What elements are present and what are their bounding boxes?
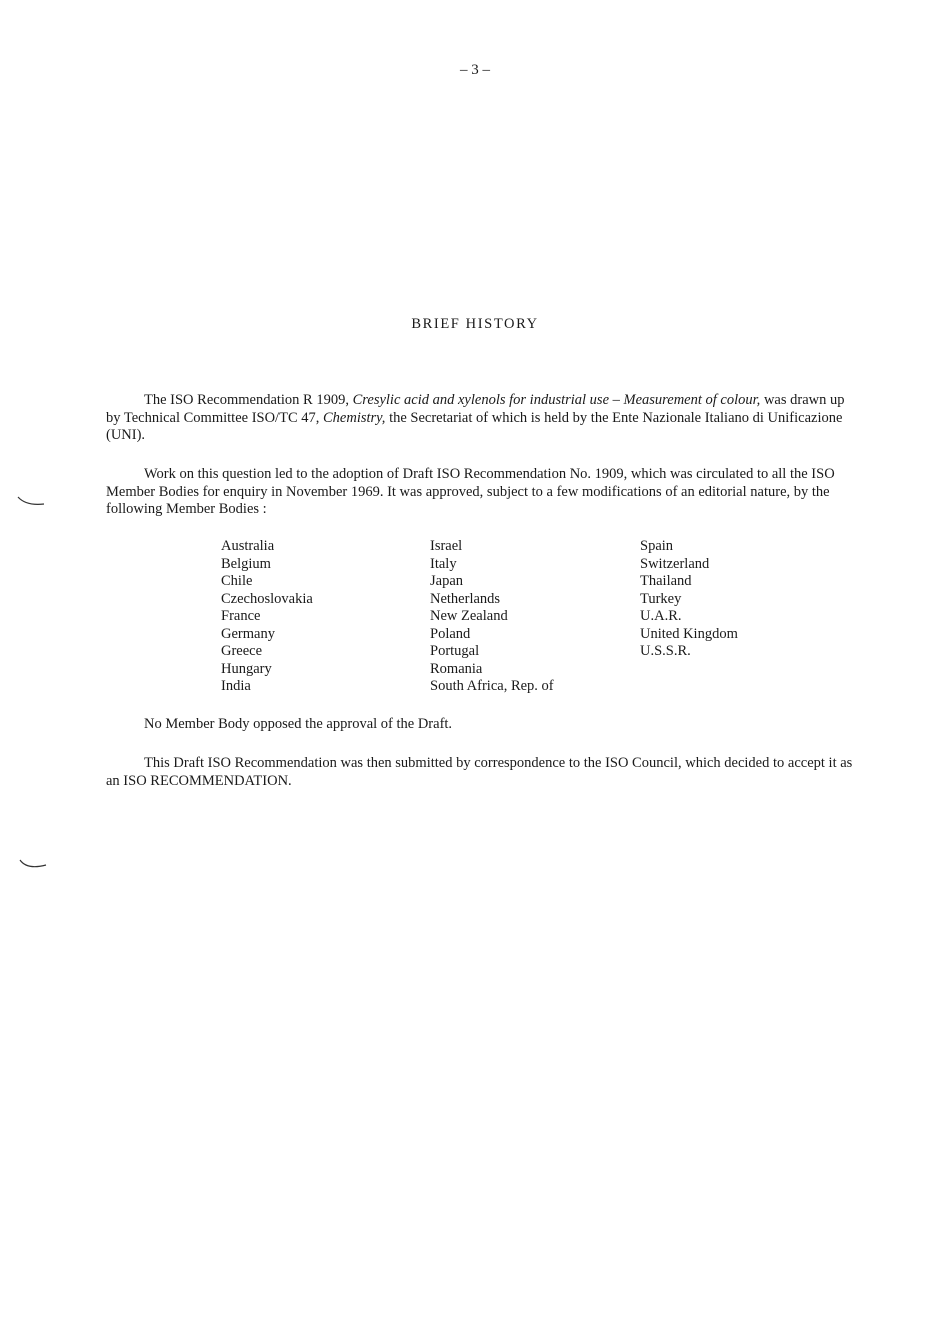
member-body-item: Poland — [430, 625, 471, 642]
member-body-item: Chile — [221, 573, 253, 589]
paragraph-1-text-end: the Secretariat of which is held by the Ente Nazionale Italiano di Unificazione (UNI). — [106, 409, 843, 443]
member-body-item: Belgium — [221, 555, 271, 572]
paragraph-4-text: This Draft ISO Recommendation was then submitted by correspondence to the ISO Council, which decided to accept it as an ISO RECOMMENDATION. — [106, 755, 853, 789]
member-body-item: U.S.S.R. — [640, 643, 691, 659]
member-body-item: Japan — [430, 573, 464, 589]
member-body-item: India — [221, 678, 251, 694]
recommendation-title: Cresylic acid and xylenols for industrial use – Measurement of colour, — [352, 392, 761, 408]
member-body-item: Israel — [430, 538, 463, 554]
member-body-item: Australia — [221, 538, 275, 554]
member-body-item: Greece — [221, 643, 263, 659]
member-bodies-column-2 — [430, 538, 554, 696]
committee-name: Chemistry, — [323, 409, 386, 426]
page-number: – 3 – — [460, 62, 490, 78]
member-body-item: United Kingdom — [640, 625, 738, 642]
member-body-item: U.A.R. — [640, 608, 682, 624]
section-title: BRIEF HISTORY — [411, 316, 539, 332]
member-body-item: South Africa, Rep. of — [430, 678, 554, 694]
member-body-item: Germany — [221, 625, 275, 642]
member-body-item: Turkey — [640, 590, 682, 607]
paragraph-3-text: No Member Body opposed the approval of the Draft. — [144, 716, 453, 732]
member-bodies-column-1 — [221, 538, 313, 696]
member-body-item: France — [221, 608, 261, 624]
history-paragraph-2 — [106, 466, 858, 519]
history-paragraph-4 — [106, 755, 858, 790]
member-body-item: Switzerland — [640, 555, 710, 572]
paragraph-1-text-start: The ISO Recommendation R 1909, — [144, 392, 353, 408]
member-body-item: Czechoslovakia — [221, 590, 313, 607]
binding-mark-upper — [16, 494, 46, 510]
member-body-item: Netherlands — [430, 590, 501, 607]
member-body-item: Spain — [640, 538, 674, 554]
history-paragraph-3 — [106, 716, 858, 734]
member-bodies-column-3 — [640, 538, 738, 661]
history-paragraph-1 — [106, 392, 858, 445]
member-body-item: New Zealand — [430, 608, 508, 624]
member-body-item: Italy — [430, 555, 457, 572]
member-body-item: Hungary — [221, 660, 272, 677]
binding-mark-lower — [18, 858, 48, 874]
member-body-item: Thailand — [640, 573, 692, 589]
paragraph-1-text-middle: was drawn up by Technical Committee ISO/TC 47, — [106, 392, 845, 426]
member-body-item: Romania — [430, 660, 483, 677]
paragraph-2-text: Work on this question led to the adoption of Draft ISO Recommendation No. 1909, which was circulated to all the ISO Member Bodies for enquiry in November 1969. It was approved, subject to a few modifications of an editorial nature, by the following Member Bodies : — [106, 466, 835, 517]
member-body-item: Portugal — [430, 643, 480, 659]
